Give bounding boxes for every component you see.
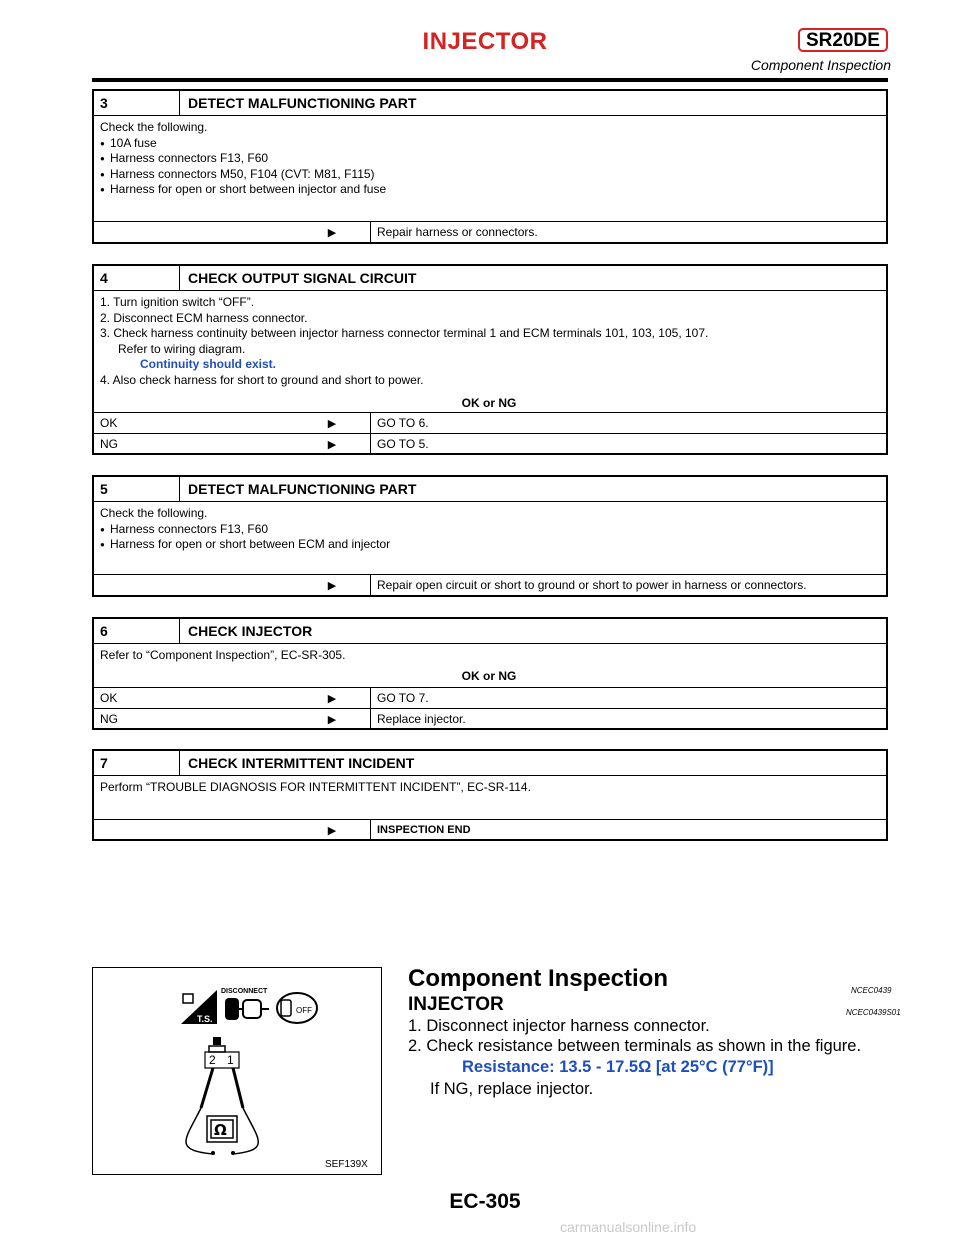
step-title: DETECT MALFUNCTIONING PART: [188, 95, 417, 111]
step-3-body: [94, 116, 886, 221]
step-6-table: [92, 617, 888, 730]
result-label: OK: [100, 691, 118, 705]
spec-text: Continuity should exist.: [140, 357, 277, 371]
list-item-text: Harness for open or short between injector and fuse: [110, 182, 387, 196]
result-action: GO TO 5.: [370, 434, 886, 454]
result-action: Replace injector.: [370, 709, 886, 729]
multimeter-diagram: [93, 968, 381, 1174]
instruction-line: 2. Disconnect ECM harness connector.: [100, 310, 308, 325]
step-5-table: [92, 475, 888, 597]
bullet-icon: ●: [100, 138, 105, 148]
ohm-symbol: Ω: [214, 1121, 227, 1139]
list-item-text: Harness connectors F13, F60: [110, 151, 269, 165]
result-label: NG: [100, 437, 118, 451]
list-item-text: 10A fuse: [110, 135, 157, 150]
ok-or-ng: OK or NG: [461, 396, 517, 410]
step-intro: Refer to “Component Inspection”, EC-SR-305.: [100, 648, 346, 662]
arrow-right-icon: ▶: [327, 226, 337, 239]
step-7-table: [92, 749, 888, 841]
result-row: [94, 574, 886, 595]
step-5-header: [94, 477, 886, 502]
page-title: INJECTOR: [422, 28, 548, 55]
arrow-right-icon: ▶: [327, 417, 337, 430]
ignition-off-icon: [277, 993, 317, 1023]
off-label: OFF: [296, 1006, 312, 1015]
disconnect-connector-icon: [221, 988, 269, 1020]
instruction-line: 1. Turn ignition switch “OFF”.: [100, 295, 255, 309]
step-6-body: [94, 644, 886, 687]
result-row: [94, 708, 886, 729]
instruction-line: 2. Check resistance between terminals as shown in the figure.: [408, 1037, 862, 1055]
result-action: GO TO 6.: [370, 413, 886, 433]
connector-icon: [205, 1037, 239, 1068]
list-item: [100, 136, 878, 152]
bullet-icon: ●: [100, 524, 105, 534]
step-title: CHECK OUTPUT SIGNAL CIRCUIT: [188, 270, 417, 286]
instruction-line: 3. Check harness continuity between injector harness connector terminal 1 and ECM terminals 101, 103, 105, 107.: [100, 326, 709, 340]
instruction-line: 1. Disconnect injector harness connector.: [408, 1017, 710, 1035]
instruction-line: 4. Also check harness for short to ground and short to power.: [100, 372, 424, 387]
step-title: DETECT MALFUNCTIONING PART: [188, 481, 417, 497]
instruction-line: If NG, replace injector.: [430, 1080, 594, 1098]
probe-leads: [186, 1068, 258, 1154]
result-row: [94, 433, 886, 454]
step-title: CHECK INTERMITTENT INCIDENT: [188, 755, 415, 771]
list-item-text: Harness connectors M50, F104 (CVT: M81, F115): [110, 166, 375, 181]
instruction-line: Refer to wiring diagram.: [118, 341, 246, 356]
step-number: 4: [94, 266, 180, 290]
ts-tester-icon: [181, 990, 217, 1024]
watermark: carmanualsonline.info: [560, 1219, 697, 1235]
list-item: [100, 151, 878, 167]
result-row: [94, 687, 886, 708]
step-4-header: [94, 266, 886, 291]
pin-2-label: 2: [209, 1053, 216, 1067]
result-action: GO TO 7.: [370, 688, 886, 708]
result-label: NG: [100, 712, 118, 726]
arrow-right-icon: ▶: [327, 579, 337, 592]
step-6-header: [94, 619, 886, 644]
arrow-right-icon: ▶: [327, 438, 337, 451]
result-action: Repair open circuit or short to ground or short to power in harness or connectors.: [370, 575, 886, 595]
step-4-table: [92, 264, 888, 455]
list-item-text: Harness connectors F13, F60: [110, 521, 269, 536]
ok-or-ng: OK or NG: [461, 668, 517, 683]
result-label: OK: [100, 416, 118, 430]
bullet-icon: ●: [100, 169, 105, 179]
page-subtitle: Component Inspection: [750, 57, 891, 73]
list-item: [100, 537, 878, 553]
step-intro: Check the following.: [100, 120, 208, 134]
result-row: [94, 412, 886, 433]
section-subtitle: INJECTOR: [408, 994, 504, 1015]
engine-badge: SR20DE: [798, 28, 888, 52]
list-item: [100, 522, 878, 538]
resistance-spec: Resistance: 13.5 - 17.5Ω [at 25°C (77°F)]: [462, 1058, 774, 1076]
result-action: INSPECTION END: [370, 820, 886, 840]
header-rule: [92, 78, 888, 82]
arrow-right-icon: ▶: [327, 692, 337, 705]
step-number: 3: [94, 91, 180, 115]
bullet-icon: ●: [100, 154, 105, 163]
list-item-text: Harness for open or short between ECM and injector: [110, 537, 391, 551]
ts-label: T.S.: [197, 1014, 213, 1024]
arrow-right-icon: ▶: [327, 713, 337, 726]
result-row: [94, 819, 886, 840]
arrow-right-icon: ▶: [327, 824, 337, 837]
page-number: EC-305: [449, 1190, 521, 1213]
step-3-header: [94, 91, 886, 116]
step-4-body: [94, 291, 886, 412]
ohmmeter-icon: [207, 1116, 237, 1155]
wiring-figure: [92, 967, 382, 1175]
step-number: 5: [94, 477, 180, 501]
section-title: Component Inspection: [408, 965, 668, 992]
bullet-icon: ●: [100, 185, 105, 194]
subsection-code: NCEC0439S01: [846, 1008, 901, 1017]
step-7-header: [94, 751, 886, 776]
section-code: NCEC0439: [851, 986, 892, 995]
step-5-body: [94, 502, 886, 574]
result-row: [94, 221, 886, 242]
bullet-icon: ●: [100, 540, 105, 549]
step-intro: Perform “TROUBLE DIAGNOSIS FOR INTERMITTENT INCIDENT”, EC-SR-114.: [100, 780, 531, 794]
step-number: 6: [94, 619, 180, 643]
step-3-table: [92, 89, 888, 244]
disconnect-label: DISCONNECT: [221, 988, 268, 995]
list-item: [100, 182, 878, 198]
step-7-body: [94, 776, 886, 819]
figure-code: SEF139X: [325, 1159, 368, 1170]
step-title: CHECK INJECTOR: [188, 623, 313, 639]
result-action: Repair harness or connectors.: [370, 222, 886, 242]
step-intro: Check the following.: [100, 506, 208, 520]
list-item: [100, 167, 878, 183]
pin-1-label: 1: [227, 1053, 234, 1067]
step-number: 7: [94, 751, 180, 775]
